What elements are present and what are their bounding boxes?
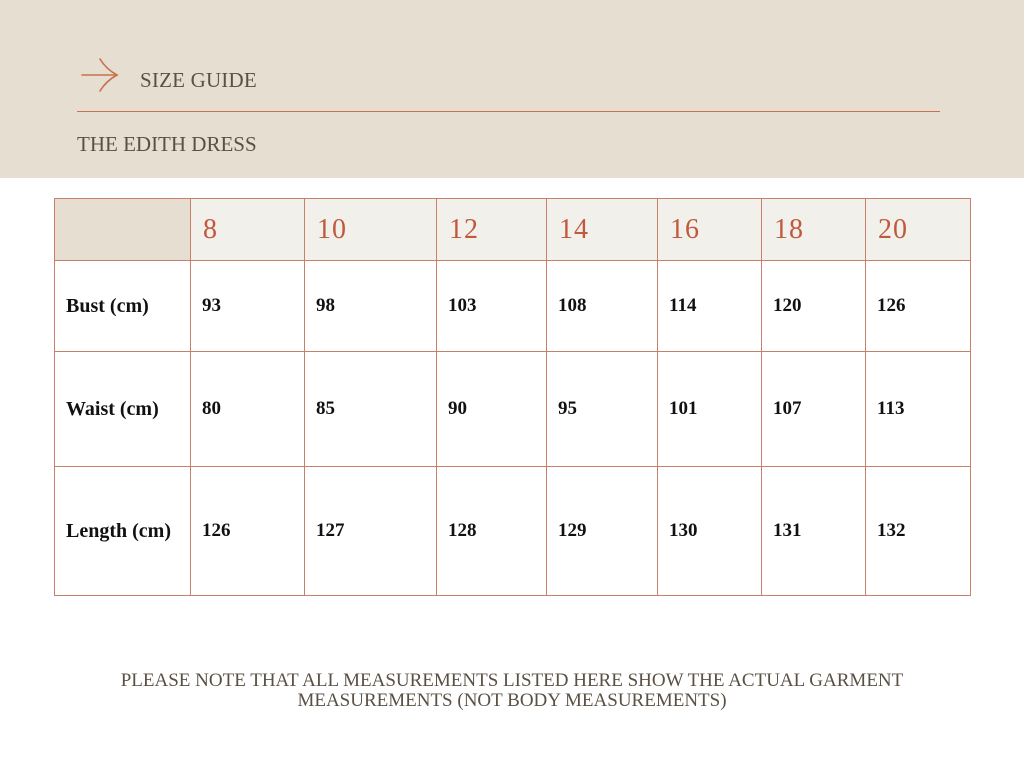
table-cell: 103 [437, 261, 547, 352]
table-cell: 126 [866, 261, 971, 352]
table-row-length [55, 467, 971, 596]
row-label: Length (cm) [55, 467, 191, 596]
size-header: 18 [762, 199, 866, 261]
size-header-row [55, 199, 971, 261]
table-cell: 107 [762, 352, 866, 467]
table-cell: 93 [191, 261, 305, 352]
table-cell: 129 [547, 467, 658, 596]
size-header: 14 [547, 199, 658, 261]
table-cell: 127 [305, 467, 437, 596]
size-header: 16 [658, 199, 762, 261]
row-label: Bust (cm) [55, 261, 191, 352]
product-name: THE EDITH DRESS [77, 132, 257, 156]
size-header: 8 [191, 199, 305, 261]
table-cell: 90 [437, 352, 547, 467]
table-row-bust [55, 261, 971, 352]
table-cell: 98 [305, 261, 437, 352]
table-cell: 126 [191, 467, 305, 596]
measurement-note: PLEASE NOTE THAT ALL MEASUREMENTS LISTED HERE SHOW THE ACTUAL GARMENT MEASUREMENTS (NOT BODY MEASUREMENTS) [120, 670, 904, 711]
table-cell: 114 [658, 261, 762, 352]
size-header: 10 [305, 199, 437, 261]
size-header: 20 [866, 199, 971, 261]
corner-cell [55, 199, 191, 261]
size-header: 12 [437, 199, 547, 261]
table-cell: 120 [762, 261, 866, 352]
arrow-right-icon [80, 56, 120, 94]
table-cell: 101 [658, 352, 762, 467]
table-cell: 113 [866, 352, 971, 467]
table-cell: 130 [658, 467, 762, 596]
table-cell: 128 [437, 467, 547, 596]
size-table [54, 198, 971, 596]
table-cell: 131 [762, 467, 866, 596]
table-cell: 95 [547, 352, 658, 467]
header-band [0, 0, 1024, 178]
table-cell: 132 [866, 467, 971, 596]
row-label: Waist (cm) [55, 352, 191, 467]
table-row-waist [55, 352, 971, 467]
table-cell: 80 [191, 352, 305, 467]
table-cell: 108 [547, 261, 658, 352]
section-label: SIZE GUIDE [140, 68, 257, 92]
header-divider [77, 111, 940, 112]
table-cell: 85 [305, 352, 437, 467]
